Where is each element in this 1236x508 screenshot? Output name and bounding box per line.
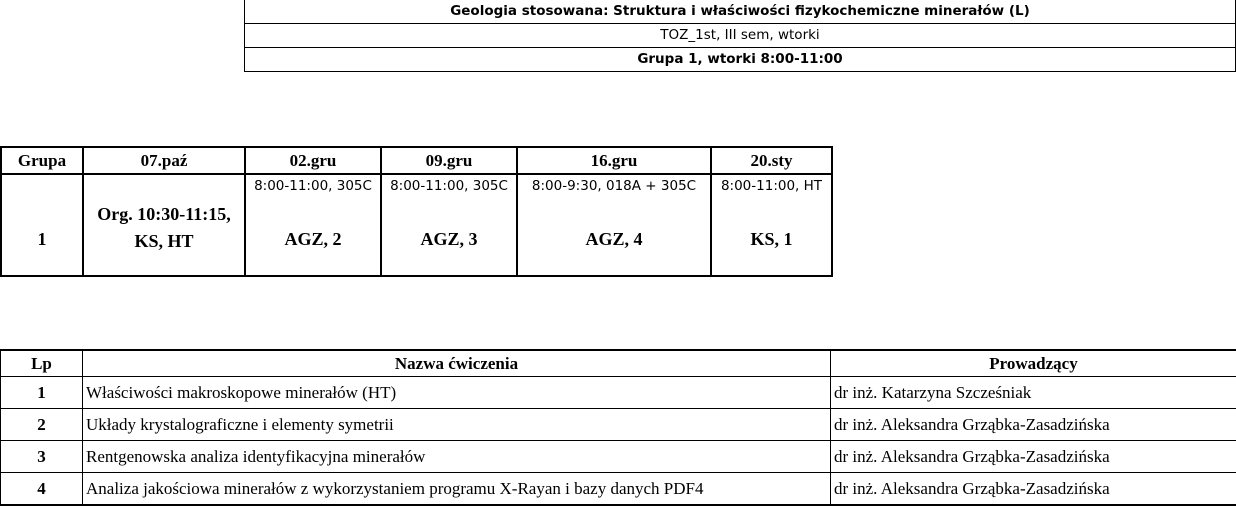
lessons-col-name: Nazwa ćwiczenia	[83, 350, 831, 377]
schedule-col-date: 20.sty	[711, 147, 832, 174]
session-main	[84, 201, 244, 255]
lesson-number: 1	[1, 377, 83, 409]
session-main: AGZ, 3	[420, 229, 478, 249]
session-cell	[517, 174, 711, 276]
session-cell	[381, 174, 517, 276]
lessons-col-teacher: Prowadzący	[831, 350, 1236, 377]
lesson-number: 4	[1, 473, 83, 506]
session-main-line1: Org. 10:30-11:15,	[97, 204, 231, 224]
schedule-col-date: 16.gru	[517, 147, 711, 174]
schedule-col-date: 09.gru	[381, 147, 517, 174]
schedule-table	[0, 146, 833, 277]
session-main: KS, 1	[750, 229, 793, 249]
session-main: AGZ, 2	[284, 229, 342, 249]
session-main: AGZ, 4	[585, 229, 643, 249]
lessons-table	[0, 349, 1236, 506]
lesson-row	[1, 473, 1236, 506]
lesson-name: Analiza jakościowa minerałów z wykorzystaniem programu X-Rayan i bazy danych PDF4	[83, 473, 831, 506]
lesson-teacher: dr inż. Aleksandra Grząbka-Zasadzińska	[831, 473, 1236, 506]
lesson-name: Właściwości makroskopowe minerałów (HT)	[83, 377, 831, 409]
session-time: 8:00-11:00, HT	[720, 178, 823, 194]
course-header	[244, 0, 1236, 72]
program-info: TOZ_1st, III sem, wtorki	[245, 24, 1236, 48]
lessons-header-row	[1, 350, 1236, 377]
lesson-number: 3	[1, 441, 83, 473]
lesson-teacher: dr inż. Aleksandra Grząbka-Zasadzińska	[831, 409, 1236, 441]
session-time: 8:00-11:00, 305C	[254, 178, 372, 194]
lesson-row	[1, 409, 1236, 441]
lesson-number: 2	[1, 409, 83, 441]
lesson-teacher: dr inż. Aleksandra Grząbka-Zasadzińska	[831, 441, 1236, 473]
course-title: Geologia stosowana: Struktura i właściwości fizykochemiczne minerałów (L)	[245, 0, 1236, 24]
lesson-name: Układy krystalograficzne i elementy symetrii	[83, 409, 831, 441]
lesson-row	[1, 377, 1236, 409]
session-time: 8:00-11:00, 305C	[390, 178, 508, 194]
session-cell	[245, 174, 381, 276]
session-time	[84, 175, 244, 197]
group-number: 1	[37, 229, 47, 249]
group-number-cell	[1, 174, 83, 276]
schedule-row	[1, 174, 832, 276]
session-cell	[83, 174, 245, 276]
lesson-name: Rentgenowska analiza identyfikacyjna minerałów	[83, 441, 831, 473]
session-time: 8:00-9:30, 018A + 305C	[531, 178, 697, 194]
schedule-col-date: 07.paź	[83, 147, 245, 174]
lesson-row	[1, 441, 1236, 473]
schedule-header-row	[1, 147, 832, 174]
schedule-col-date: 02.gru	[245, 147, 381, 174]
lesson-teacher: dr inż. Katarzyna Szcześniak	[831, 377, 1236, 409]
schedule-col-group: Grupa	[1, 147, 83, 174]
lessons-col-lp: Lp	[1, 350, 83, 377]
session-main-line2: KS, HT	[134, 231, 194, 251]
session-cell	[711, 174, 832, 276]
group-info: Grupa 1, wtorki 8:00-11:00	[245, 48, 1236, 72]
